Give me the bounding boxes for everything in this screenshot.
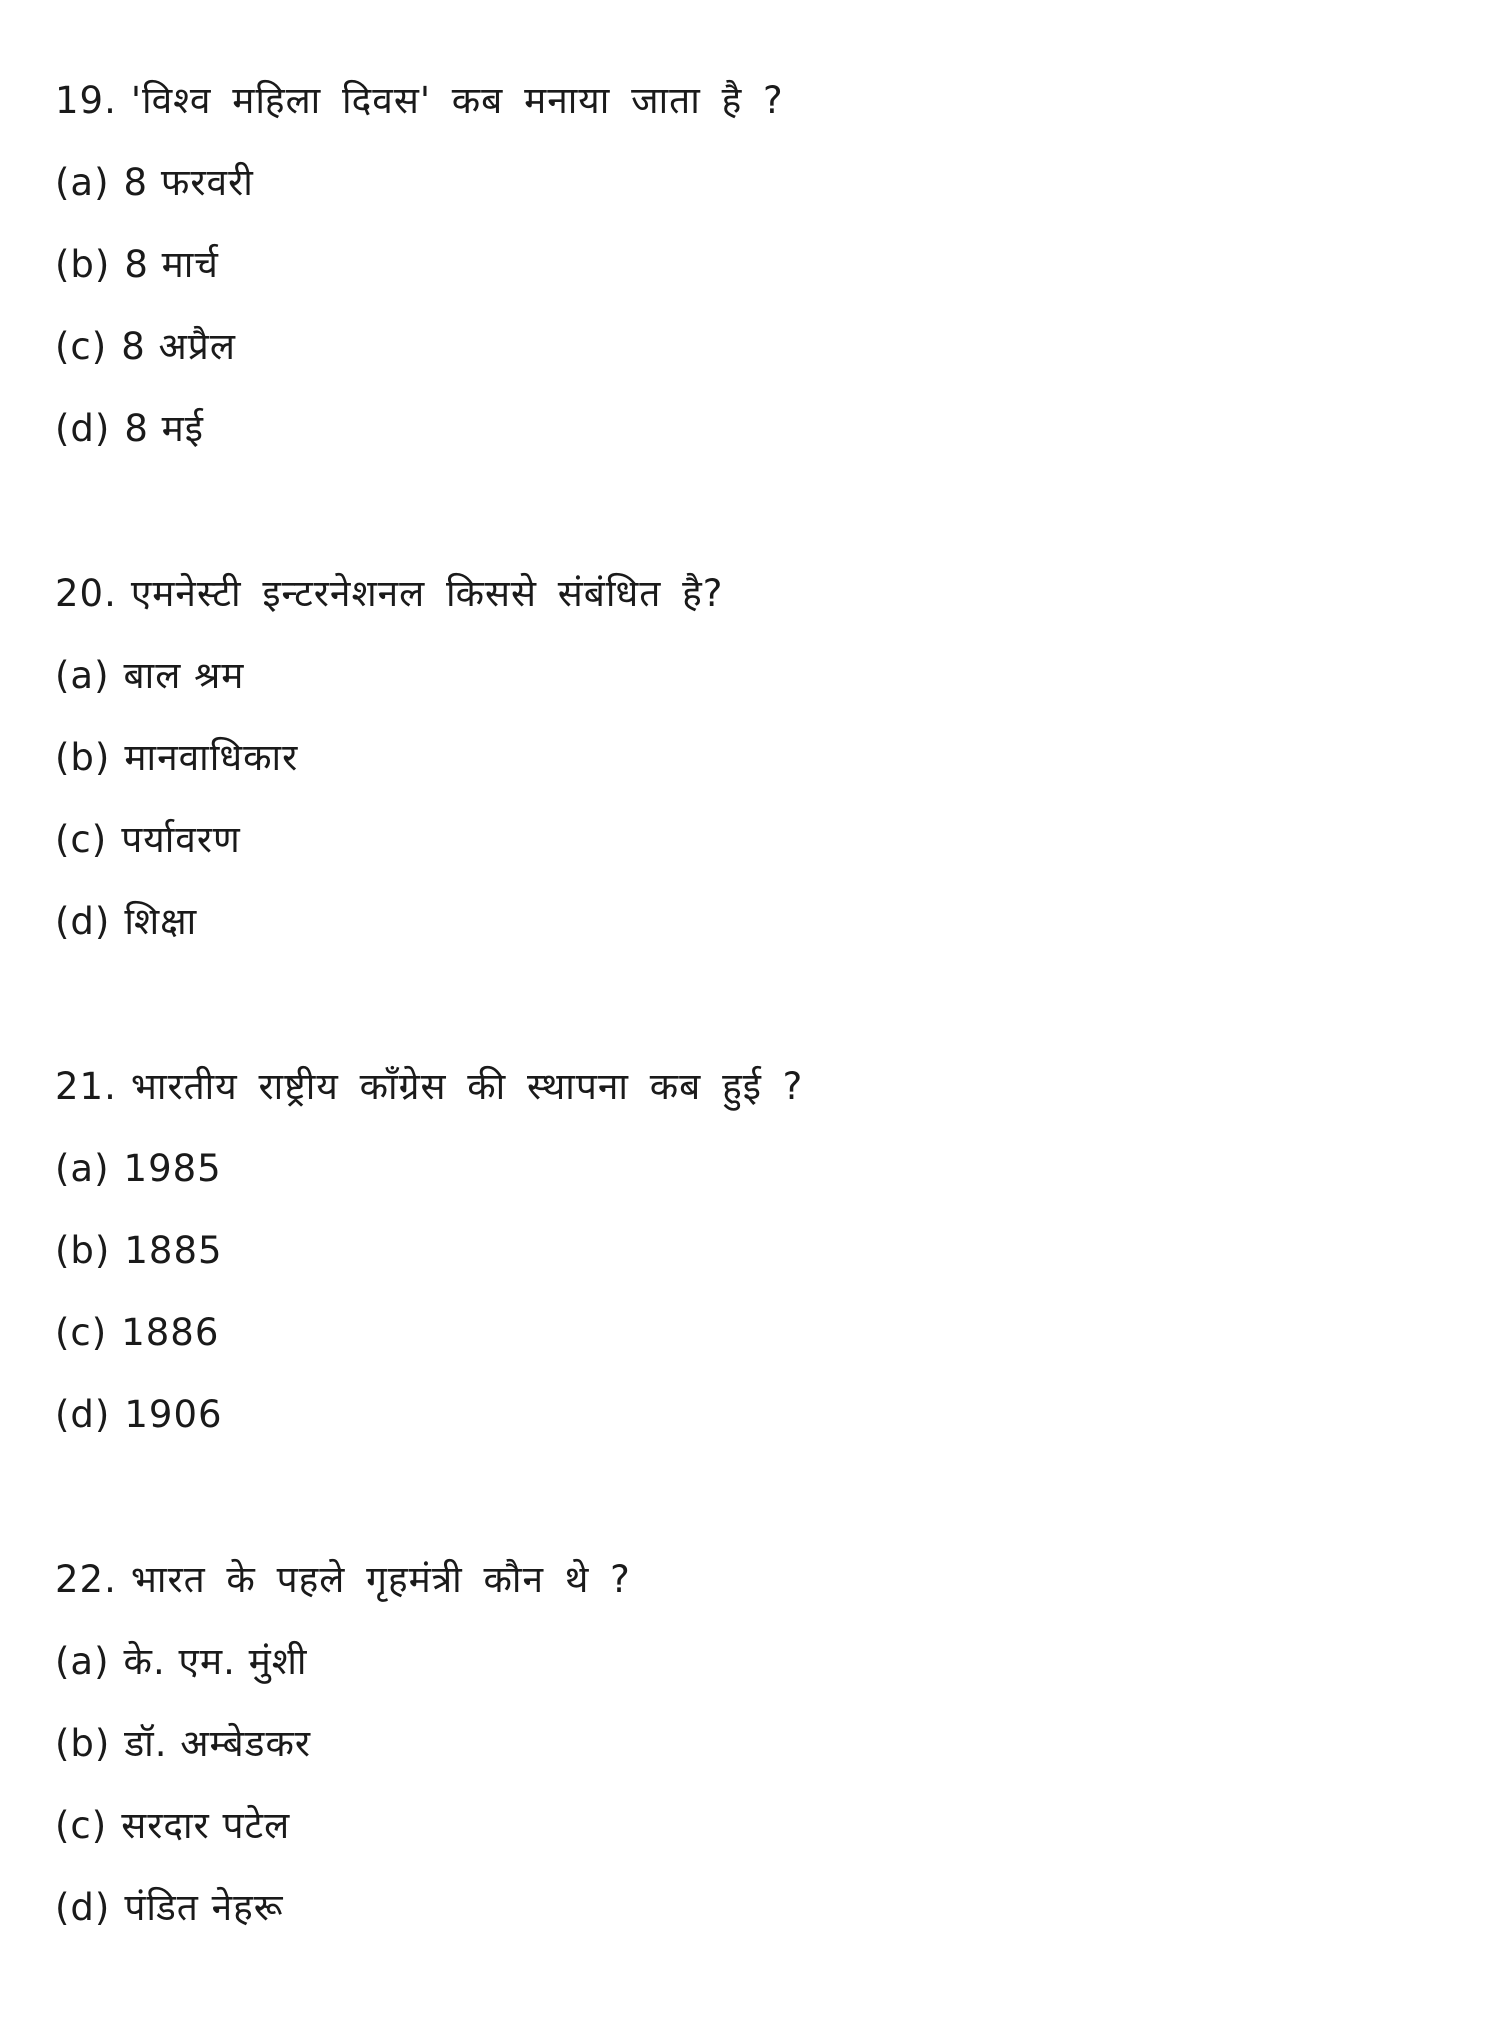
option-item xyxy=(55,635,1455,717)
option-text: के. एम. मुंशी xyxy=(123,1640,308,1683)
question-block xyxy=(55,553,1455,963)
option-item xyxy=(55,1374,1455,1456)
option-item xyxy=(55,1292,1455,1374)
option-text: शिक्षा xyxy=(124,900,198,943)
option-label: (c) xyxy=(55,325,108,368)
option-text: 1906 xyxy=(124,1393,223,1436)
option-item xyxy=(55,1785,1455,1867)
question-stem: 'विश्व महिला दिवस' कब मनाया जाता है ? xyxy=(130,79,784,122)
option-item xyxy=(55,142,1455,224)
option-item xyxy=(55,224,1455,306)
question-number: 21. xyxy=(55,1065,117,1108)
option-text: सरदार पटेल xyxy=(121,1804,291,1847)
option-item xyxy=(55,1867,1455,1949)
question-block xyxy=(55,1046,1455,1456)
question-text xyxy=(55,1539,1455,1621)
option-item xyxy=(55,1210,1455,1292)
option-text: 1885 xyxy=(124,1229,223,1272)
option-text: पंडित नेहरू xyxy=(124,1886,284,1929)
question-stem: भारतीय राष्ट्रीय कॉंग्रेस की स्थापना कब हुई ? xyxy=(130,1065,804,1108)
option-text: 8 अप्रैल xyxy=(121,325,236,368)
option-label: (a) xyxy=(55,1640,110,1683)
option-text: 8 फरवरी xyxy=(123,161,254,204)
option-item xyxy=(55,1703,1455,1785)
option-item xyxy=(55,1621,1455,1703)
question-text xyxy=(55,553,1455,635)
option-label: (d) xyxy=(55,1393,111,1436)
question-text xyxy=(55,1046,1455,1128)
question-block xyxy=(55,60,1455,470)
option-text: 1886 xyxy=(121,1311,220,1354)
option-label: (a) xyxy=(55,161,110,204)
question-stem: भारत के पहले गृहमंत्री कौन थे ? xyxy=(130,1558,631,1601)
option-item xyxy=(55,717,1455,799)
option-item xyxy=(55,306,1455,388)
option-label: (a) xyxy=(55,654,110,697)
question-number: 22. xyxy=(55,1558,117,1601)
option-label: (d) xyxy=(55,900,111,943)
question-number: 20. xyxy=(55,572,117,615)
option-label: (a) xyxy=(55,1147,110,1190)
option-text: 1985 xyxy=(123,1147,222,1190)
option-text: बाल श्रम xyxy=(123,654,245,697)
question-text xyxy=(55,60,1455,142)
question-number: 19. xyxy=(55,79,117,122)
question-block xyxy=(55,1539,1455,1949)
option-text: पर्यावरण xyxy=(121,818,241,861)
option-text: डॉ. अम्बेडकर xyxy=(124,1722,312,1765)
option-text: 8 मार्च xyxy=(124,243,219,286)
option-item xyxy=(55,881,1455,963)
question-stem: एमनेस्टी इन्टरनेशनल किससे संबंधित है? xyxy=(130,572,724,615)
option-text: 8 मई xyxy=(124,407,204,450)
option-label: (d) xyxy=(55,407,111,450)
option-item xyxy=(55,1128,1455,1210)
option-label: (c) xyxy=(55,1311,108,1354)
option-label: (b) xyxy=(55,1229,111,1272)
option-item xyxy=(55,799,1455,881)
option-text: मानवाधिकार xyxy=(124,736,299,779)
option-label: (b) xyxy=(55,1722,111,1765)
option-label: (c) xyxy=(55,818,108,861)
option-label: (c) xyxy=(55,1804,108,1847)
option-label: (b) xyxy=(55,243,111,286)
option-label: (d) xyxy=(55,1886,111,1929)
option-item xyxy=(55,388,1455,470)
option-label: (b) xyxy=(55,736,111,779)
